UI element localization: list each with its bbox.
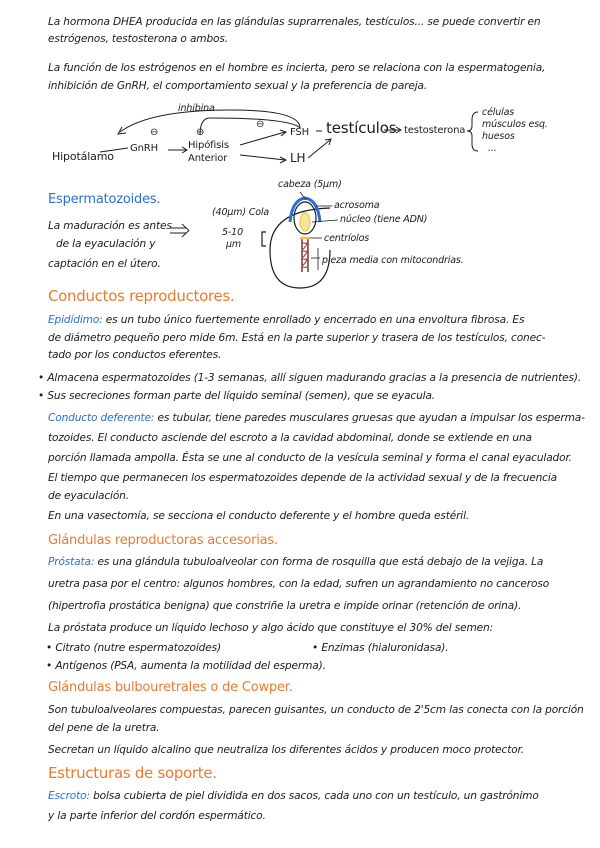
diagram-hipofisis: Hipófisis bbox=[188, 140, 229, 151]
label-acrosoma: acrosoma bbox=[334, 200, 380, 211]
bullet-secreciones-text: Sus secreciones forman parte del líquido seminal (semen), que se eyacula. bbox=[47, 390, 436, 402]
deferente-line-2: tozoides. El conducto asciende del escroto a la cavidad abdominal, donde se extiende en una bbox=[48, 432, 532, 444]
item-enzimas: • Enzimas (hialuronidasa). bbox=[312, 642, 449, 654]
escroto-line-2: y la parte inferior del cordón espermático. bbox=[48, 810, 266, 822]
label-centriolos: centríolos bbox=[324, 233, 370, 244]
diagram-testiculos: testículos bbox=[326, 119, 397, 137]
prostata-line-1 bbox=[48, 556, 543, 569]
label-cabeza: cabeza (5μm) bbox=[278, 179, 342, 190]
diagram-inhibina: inhibina bbox=[178, 103, 215, 114]
deferente-line-1 bbox=[48, 412, 585, 425]
bullet-secreciones: • Sus secreciones forman parte del líquido seminal (semen), que se eyacula. bbox=[38, 390, 436, 402]
bullet-almacena: • Almacena espermatozoides (1-3 semanas, allí siguen madurando gracias a la presencia de nutrientes). bbox=[38, 372, 582, 384]
cowper-line-3: Secretan un líquido alcalino que neutraliza los diferentes ácidos y producen moco protector. bbox=[48, 744, 524, 756]
escroto-text: bolsa cubierta de piel dividida en dos sacos, cada uno con un testículo, un gastrónimo bbox=[89, 790, 539, 802]
minus-icon: ⊖ bbox=[196, 127, 205, 138]
deferente-line-5: de eyaculación. bbox=[48, 490, 129, 502]
bullet-almacena-text: Almacena espermatozoides (1-3 semanas, allí siguen madurando gracias a la presencia de nutrientes). bbox=[47, 372, 582, 384]
diagram-gnrh: GnRH bbox=[130, 143, 158, 154]
diagram-lh: LH bbox=[290, 151, 306, 165]
deferente-label: Conducto deferente: bbox=[48, 412, 155, 424]
cowper-line-1: Son tubuloalveolares compuestas, parecen guisantes, un conducto de 2'5cm las conecta con la porción bbox=[48, 704, 584, 716]
intro-line-2: estrógenos, testosterona o ambos. bbox=[48, 33, 228, 45]
diagram-testosterona: testosterona bbox=[404, 125, 466, 136]
item-antigenos-text: Antígenos (PSA, aumenta la motilidad del esperma). bbox=[55, 660, 326, 672]
label-unit: μm bbox=[226, 239, 241, 250]
label-pieza-media: pieza media con mitocondrias. bbox=[322, 255, 464, 266]
label-cola: (40μm) Cola bbox=[212, 207, 270, 218]
diagram-anterior: Anterior bbox=[188, 153, 228, 164]
item-antigenos: • Antígenos (PSA, aumenta la motilidad del esperma). bbox=[46, 660, 326, 672]
epididimo-line-1 bbox=[48, 314, 524, 327]
section-estructuras-title: Estructuras de soporte. bbox=[48, 764, 217, 782]
target-more: ... bbox=[488, 143, 497, 154]
esperm-text-1: La maduración es antes bbox=[48, 220, 172, 232]
esperm-text-2: de la eyaculación y bbox=[56, 238, 156, 250]
epididimo-line-2: de diámetro pequeño pero mide 6m. Está en la parte superior y trasera de los testículos, conec- bbox=[48, 332, 546, 344]
escroto-label: Escroto: bbox=[48, 790, 90, 802]
diagram-hipotalamo: Hipotálamo bbox=[52, 150, 114, 163]
deferente-line-6: En una vasectomía, se secciona el conducto deferente y el hombre queda estéril. bbox=[48, 510, 470, 522]
label-nucleo: núcleo (tiene ADN) bbox=[340, 214, 428, 225]
prostata-line-3: (hipertrofia prostática benigna) que constriñe la uretra e impide orinar (retención de orina). bbox=[48, 600, 522, 612]
item-citrato: • Citrato (nutre espermatozoides) bbox=[46, 642, 221, 654]
deferente-line-4: El tiempo que permanecen los espermatozoides depende de la actividad sexual y de la frecuencia bbox=[48, 472, 557, 484]
item-citrato-text: Citrato (nutre espermatozoides) bbox=[55, 642, 221, 654]
prostata-line-2: uretra pasa por el centro: algunos hombres, con la edad, sufren un agrandamiento no canceroso bbox=[48, 578, 550, 590]
deferente-line-3: porción llamada ampolla. Ésta se une al conducto de la vesícula seminal y forma el canal eyaculador. bbox=[48, 452, 572, 464]
section-espermatozoides-title: Espermatozoides. bbox=[48, 192, 161, 207]
prostata-line-4: La próstata produce un líquido lechoso y algo ácido que constituye el 30% del semen: bbox=[48, 622, 494, 634]
esperm-text-3: captación en el útero. bbox=[48, 258, 161, 270]
minus-icon: ⊖ bbox=[150, 127, 159, 138]
section-glandulas-title: Glándulas reproductoras accesorias. bbox=[48, 533, 278, 548]
item-enzimas-text: Enzimas (hialuronidasa). bbox=[321, 642, 449, 654]
diagram-fsh: FSH bbox=[290, 127, 309, 138]
target-bones: huesos bbox=[482, 131, 515, 142]
escroto-line-1 bbox=[48, 790, 539, 803]
cowper-line-2: del pene de la uretra. bbox=[48, 722, 160, 734]
target-cells: células bbox=[482, 107, 515, 118]
prostata-label: Próstata: bbox=[48, 556, 95, 568]
section-cowper-title: Glándulas bulbouretrales o de Cowper. bbox=[48, 680, 293, 695]
epididimo-label: Epidídimo: bbox=[48, 314, 103, 326]
intro-line-4: inhibición de GnRH, el comportamiento sexual y la preferencia de pareja. bbox=[48, 80, 428, 92]
epididimo-text: es un tubo único fuertemente enrollado y encerrado en una envoltura fibrosa. Es bbox=[102, 314, 525, 326]
intro-line-1: La hormona DHEA producida en las glándulas suprarrenales, testículos... se puede convertir en bbox=[48, 16, 541, 28]
deferente-text: es tubular, tiene paredes musculares gruesas que ayudan a impulsar los esperma- bbox=[154, 412, 585, 424]
prostata-text: es una glándula tubuloalveolar con forma de rosquilla que está debajo de la vejiga. La bbox=[94, 556, 544, 568]
minus-icon: ⊖ bbox=[256, 119, 265, 130]
label-size: 5-10 bbox=[222, 227, 243, 238]
intro-line-3: La función de los estrógenos en el hombre es incierta, pero se relaciona con la espermatogenia, bbox=[48, 62, 546, 74]
epididimo-line-3: tado por los conductos eferentes. bbox=[48, 349, 222, 361]
target-muscles: músculos esq. bbox=[482, 119, 548, 130]
section-conductos-title: Conductos reproductores. bbox=[48, 287, 235, 305]
